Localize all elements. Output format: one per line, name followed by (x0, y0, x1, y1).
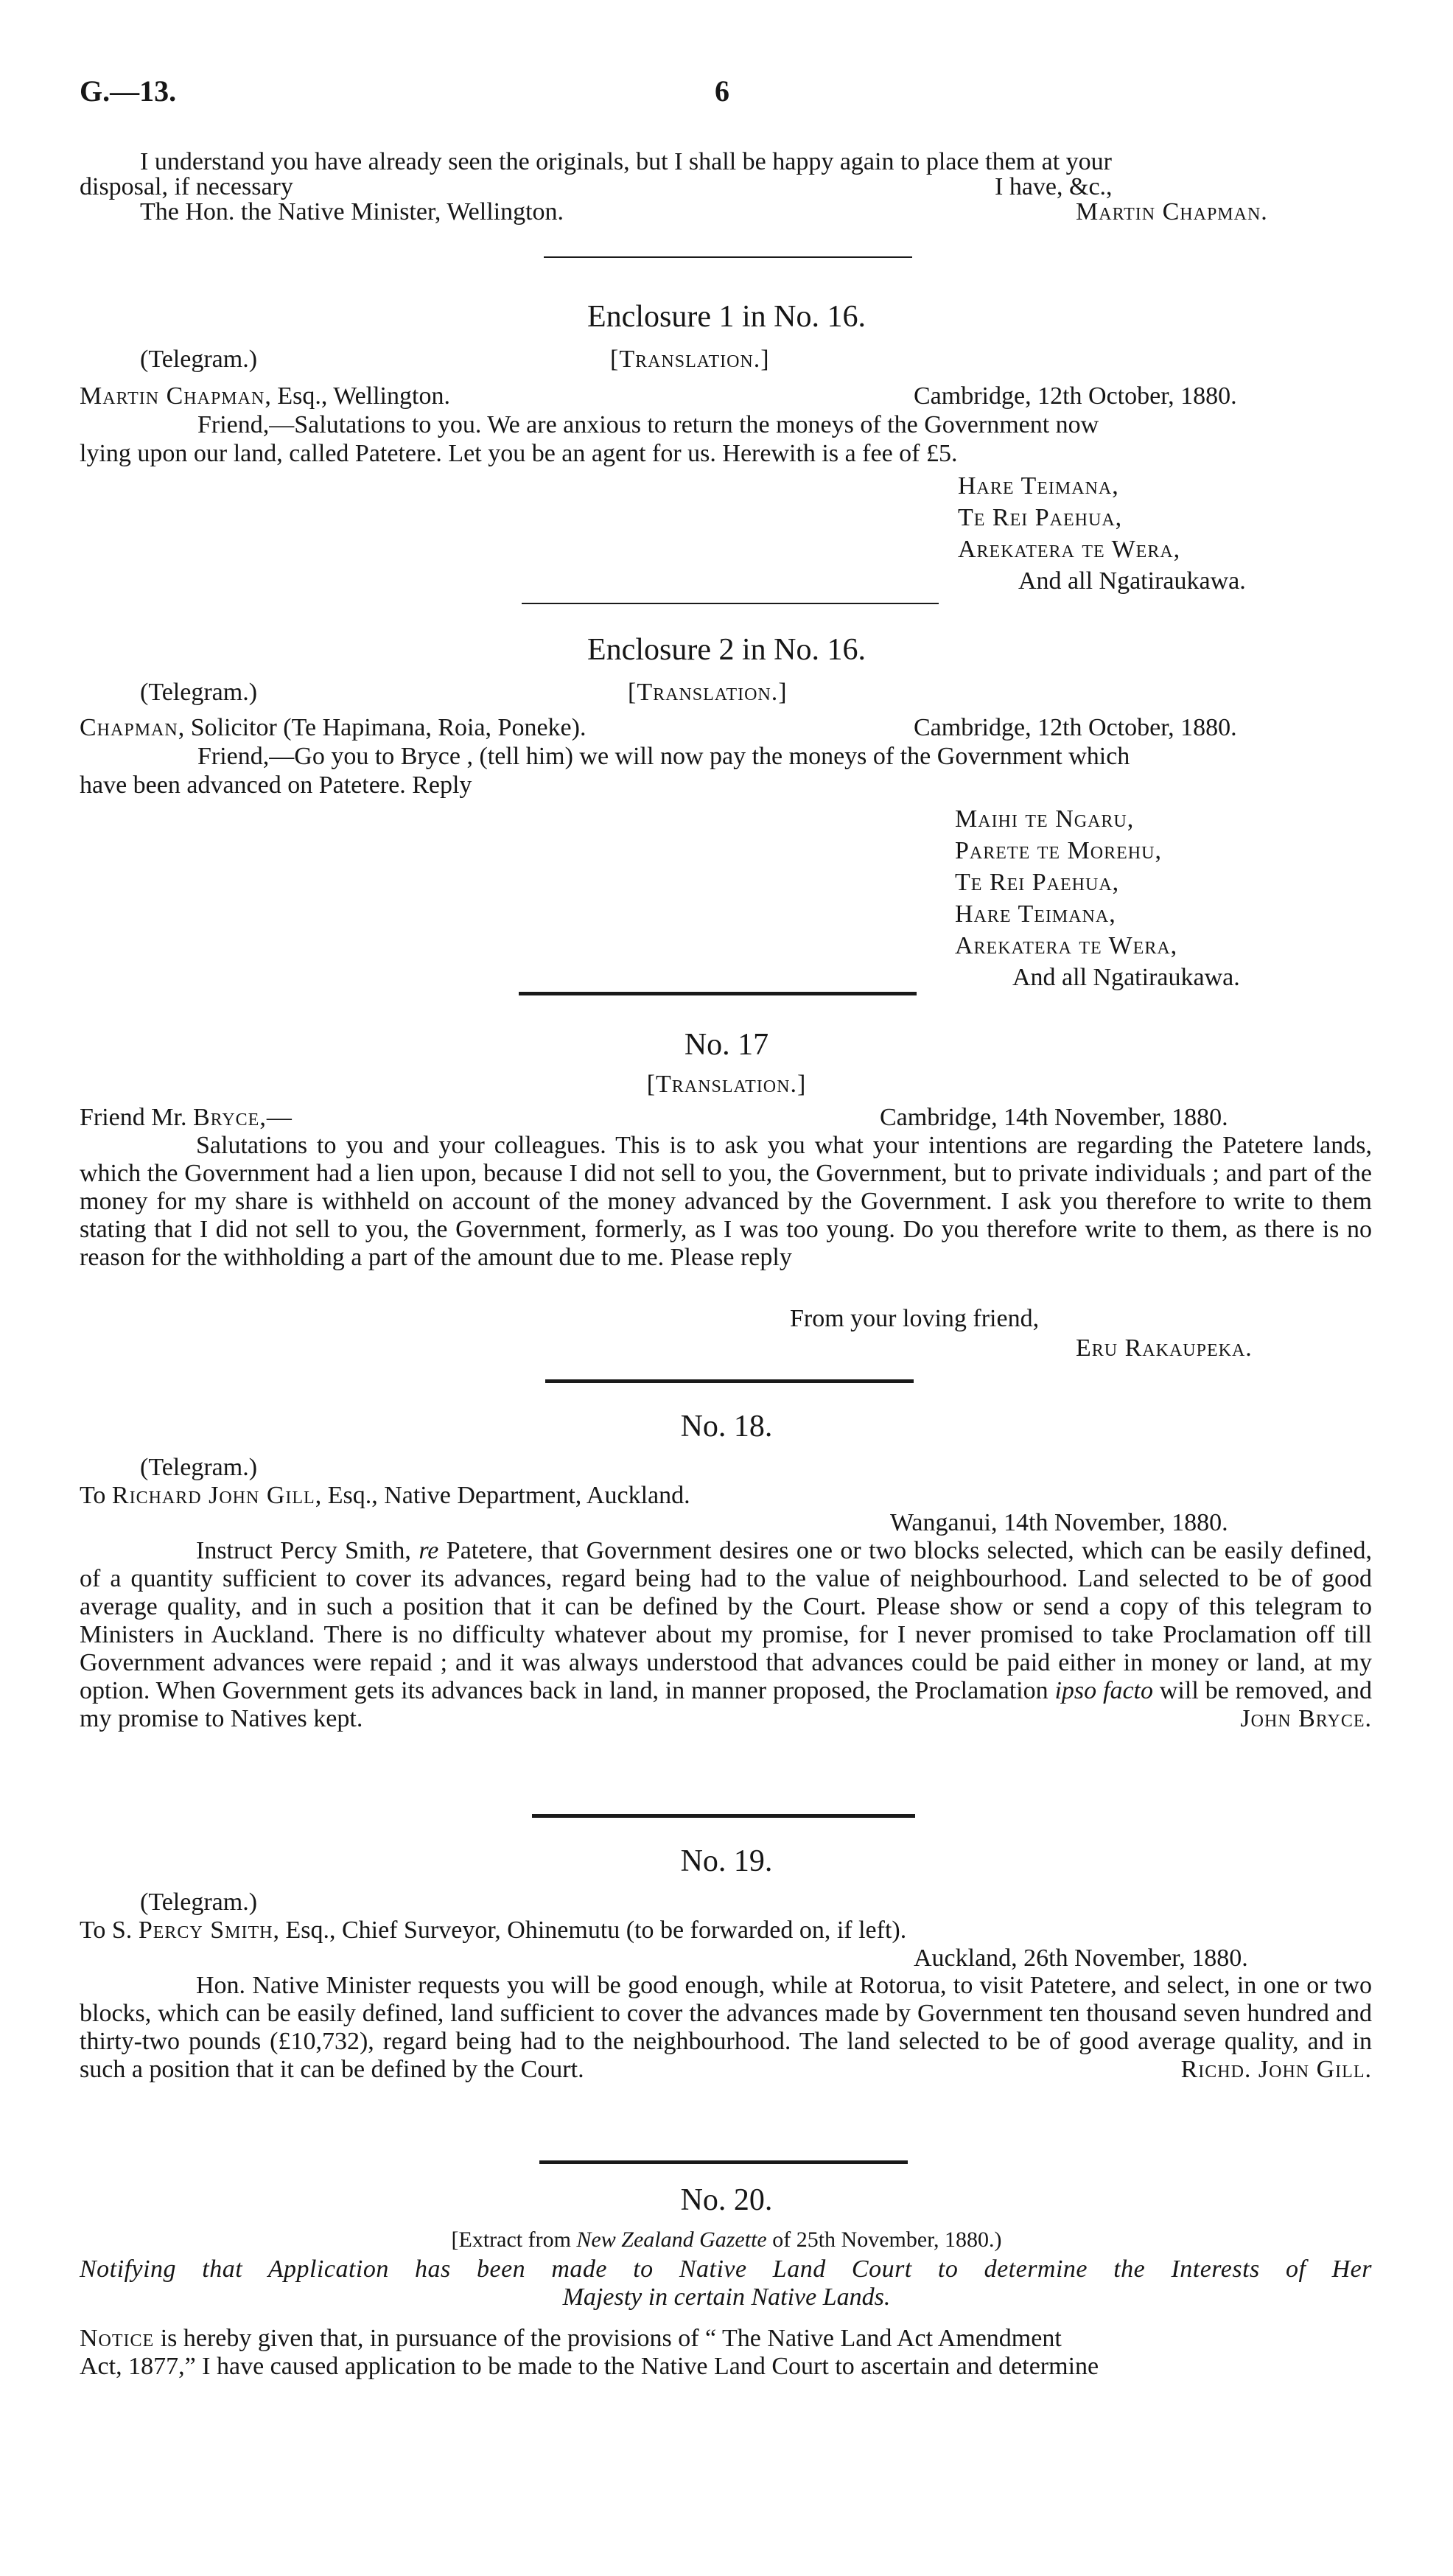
enclosure-2-addressee (80, 713, 586, 743)
enclosure-1-body-line-2: lying upon our land, called Patetere. Let you be an agent for us. Herewith is a fee of £5. (80, 440, 958, 467)
document-code: G.—13. (80, 74, 177, 108)
enclosure-1-heading: Enclosure 1 in No. 16. (587, 300, 866, 334)
no17-salutation (80, 1103, 292, 1133)
no18-place-date: Wanganui, 14th November, 1880. (890, 1509, 1228, 1536)
enclosure-2-body-line-2: have been advanced on Patetere. Reply (80, 771, 472, 799)
no17-signature: Eru Rakaupeka. (1076, 1334, 1253, 1362)
no19-addressee-rest: , Esq., Chief Surveyor, Ohinemutu (to be forwarded on, if left). (273, 1917, 907, 1944)
enclosure-2-body-line-1: Friend,—Go you to Bryce , (tell him) we will now pay the moneys of the Government which (197, 743, 1130, 770)
no19-body-part: Hon. Native Minister requests you will be good enough, while at Rotorua, to visit Patetere, and select, in one or two blocks, which can be easily defined, land sufficient to cover the advances made by Government ten thousand seven hundred and thirty-two pounds (£10,732), regard being had to the neighbourhood. The land selected to be of good average quality, and in such a position that it can be defined by the Court. (80, 1972, 1372, 2083)
enclosure-2-signatory: Te Rei Paehua, (955, 869, 1120, 896)
no20-notifying-line-1: Notifying that Application has been made to Native Land Court to determine the Interests of Her (80, 2255, 1372, 2283)
no18-telegram-label: (Telegram.) (140, 1454, 258, 1481)
divider-rule (544, 256, 912, 258)
no20-extract-note (0, 2227, 1453, 2253)
intro-signature: Martin Chapman. (1076, 198, 1268, 225)
enclosure-2-addressee-rest: , Solicitor (Te Hapimana, Roia, Poneke). (178, 714, 587, 741)
enclosure-1-addressee-rest: , Esq., Wellington. (265, 382, 450, 410)
no19-telegram-label: (Telegram.) (140, 1889, 258, 1916)
no17-heading: No. 17 (684, 1028, 769, 1062)
section-rule (545, 1379, 914, 1383)
no18-body-part: will be removed, and my promise to Natives kept. (80, 1677, 1372, 1732)
no19-body-text (80, 1972, 1372, 2084)
intro-closing: I have, &c., (995, 173, 1113, 200)
no19-addressee (80, 1916, 906, 1945)
no18-signature: John Bryce. (1240, 1705, 1372, 1732)
no17-salutation-suffix: — (266, 1104, 292, 1131)
enclosure-1-addressee (80, 382, 450, 411)
no17-closing: From your loving friend, (790, 1305, 1040, 1332)
no18-heading: No. 18. (680, 1410, 773, 1443)
enclosure-2-closing: And all Ngatiraukawa. (1012, 964, 1240, 991)
no17-salutation-prefix: Friend Mr. (80, 1104, 193, 1131)
page-number: 6 (715, 74, 729, 108)
intro-addressee: The Hon. the Native Minister, Wellington. (140, 198, 564, 225)
no18-body-part: Patetere, that Government desires one or two blocks selected, which can be easily defined, of a quantity sufficient to cover its advances, regard being had to the value of neighbourhood. Land selected to be of good average quality, and in such a position that it can be defined by the Court. Please show or send a copy of this telegram to Ministers in Auckland. There is no difficulty whatever about my promise, for I never promised to take Proclamation off till Government advances were repaid ; and it was always understood that advances could be paid either in money or land, at my option. When Government gets its advances back in land, in manner proposed, the Proclamation (80, 1537, 1372, 1704)
no18-addressee-name: Richard John Gill (111, 1482, 315, 1509)
enclosure-2-signatory: Arekatera te Wera, (955, 932, 1178, 959)
no19-addressee-prefix: To S. (80, 1917, 139, 1944)
no20-notice-line-2: Act, 1877,” I have caused application to be made to the Native Land Court to ascertain and determine (80, 2353, 1099, 2380)
enclosure-2-signatory: Hare Teimana, (955, 900, 1116, 928)
enclosure-1-signatory: Hare Teimana, (958, 472, 1119, 500)
enclosure-2-translation-label: [Translation.] (628, 679, 788, 706)
no18-addressee-prefix: To (80, 1482, 112, 1509)
no18-body-part: Instruct Percy Smith, (196, 1537, 419, 1564)
no19-signature: Richd. John Gill. (1180, 2056, 1372, 2083)
enclosure-1-addressee-name: Martin Chapman (80, 382, 265, 410)
intro-line-2: disposal, if necessary (80, 173, 293, 200)
no17-salutation-name: Bryce, (192, 1104, 267, 1131)
section-rule (539, 2160, 908, 2164)
section-rule (532, 1814, 915, 1818)
enclosure-1-telegram-label: (Telegram.) (140, 346, 258, 373)
no18-body-italic-ipso-facto: ipso facto (1054, 1677, 1154, 1704)
no18-body (80, 1537, 1372, 1733)
no18-addressee-rest: , Esq., Native Department, Auckland. (315, 1482, 690, 1509)
intro-line-1: I understand you have already seen the originals, but I shall be happy again to place them at your (140, 148, 1112, 175)
enclosure-1-body-line-1: Friend,—Salutations to you. We are anxious to return the moneys of the Government now (197, 411, 1099, 438)
enclosure-2-telegram-label: (Telegram.) (140, 679, 258, 706)
divider-rule (522, 603, 939, 604)
enclosure-1-signatory: Te Rei Paehua, (958, 504, 1123, 531)
no20-notice-word: Notice (80, 2325, 155, 2352)
no20-notice-line-1 (80, 2324, 1062, 2353)
no19-place-date: Auckland, 26th November, 1880. (914, 1945, 1248, 1972)
enclosure-1-closing: And all Ngatiraukawa. (1018, 567, 1246, 595)
enclosure-1-translation-label: [Translation.] (610, 346, 770, 373)
no17-body (80, 1132, 1372, 1272)
no17-translation-label: [Translation.] (646, 1071, 807, 1098)
enclosure-1-place-date: Cambridge, 12th October, 1880. (914, 382, 1237, 410)
no18-body-text (80, 1537, 1372, 1733)
no19-heading: No. 19. (680, 1844, 773, 1878)
no18-body-italic-re: re (419, 1537, 439, 1564)
enclosure-2-heading: Enclosure 2 in No. 16. (587, 633, 866, 667)
no17-body-text: Salutations to you and your colleagues. This is to ask you what your intentions are regarding the Patetere lands, which the Government had a lien upon, because I did not sell to you, the Government, but to private individuals ; and part of the money for my share is withheld on account of the money advanced by the Government. I ask you therefore to write to them stating that I did not sell to you, the Government, formerly, as I was too young. Do you therefore write to them, as there is no reason for the withholding a part of the amount due to me. Please reply (80, 1132, 1372, 1271)
no19-addressee-name: Percy Smith (138, 1917, 273, 1944)
enclosure-2-signatory: Maihi te Ngaru, (955, 805, 1135, 833)
no20-notifying-line-2: Majesty in certain Native Lands. (562, 2283, 891, 2311)
no20-extract-publication: New Zealand Gazette (576, 2227, 767, 2252)
enclosure-2-place-date: Cambridge, 12th October, 1880. (914, 714, 1237, 741)
no19-body (80, 1972, 1372, 2084)
no20-extract-part: [Extract from (451, 2227, 577, 2252)
no20-notice-rest: is hereby given that, in pursuance of the provisions of “ The Native Land Act Amendment (154, 2325, 1062, 2352)
enclosure-1-signatory: Arekatera te Wera, (958, 536, 1181, 563)
no20-extract-part: of 25th November, 1880.) (766, 2227, 1002, 2252)
no20-heading: No. 20. (680, 2183, 773, 2217)
enclosure-2-addressee-name: Chapman (80, 714, 178, 741)
enclosure-2-signatory: Parete te Morehu, (955, 837, 1162, 864)
section-rule (519, 992, 917, 995)
no17-place-date: Cambridge, 14th November, 1880. (880, 1104, 1228, 1131)
no18-addressee (80, 1481, 690, 1511)
